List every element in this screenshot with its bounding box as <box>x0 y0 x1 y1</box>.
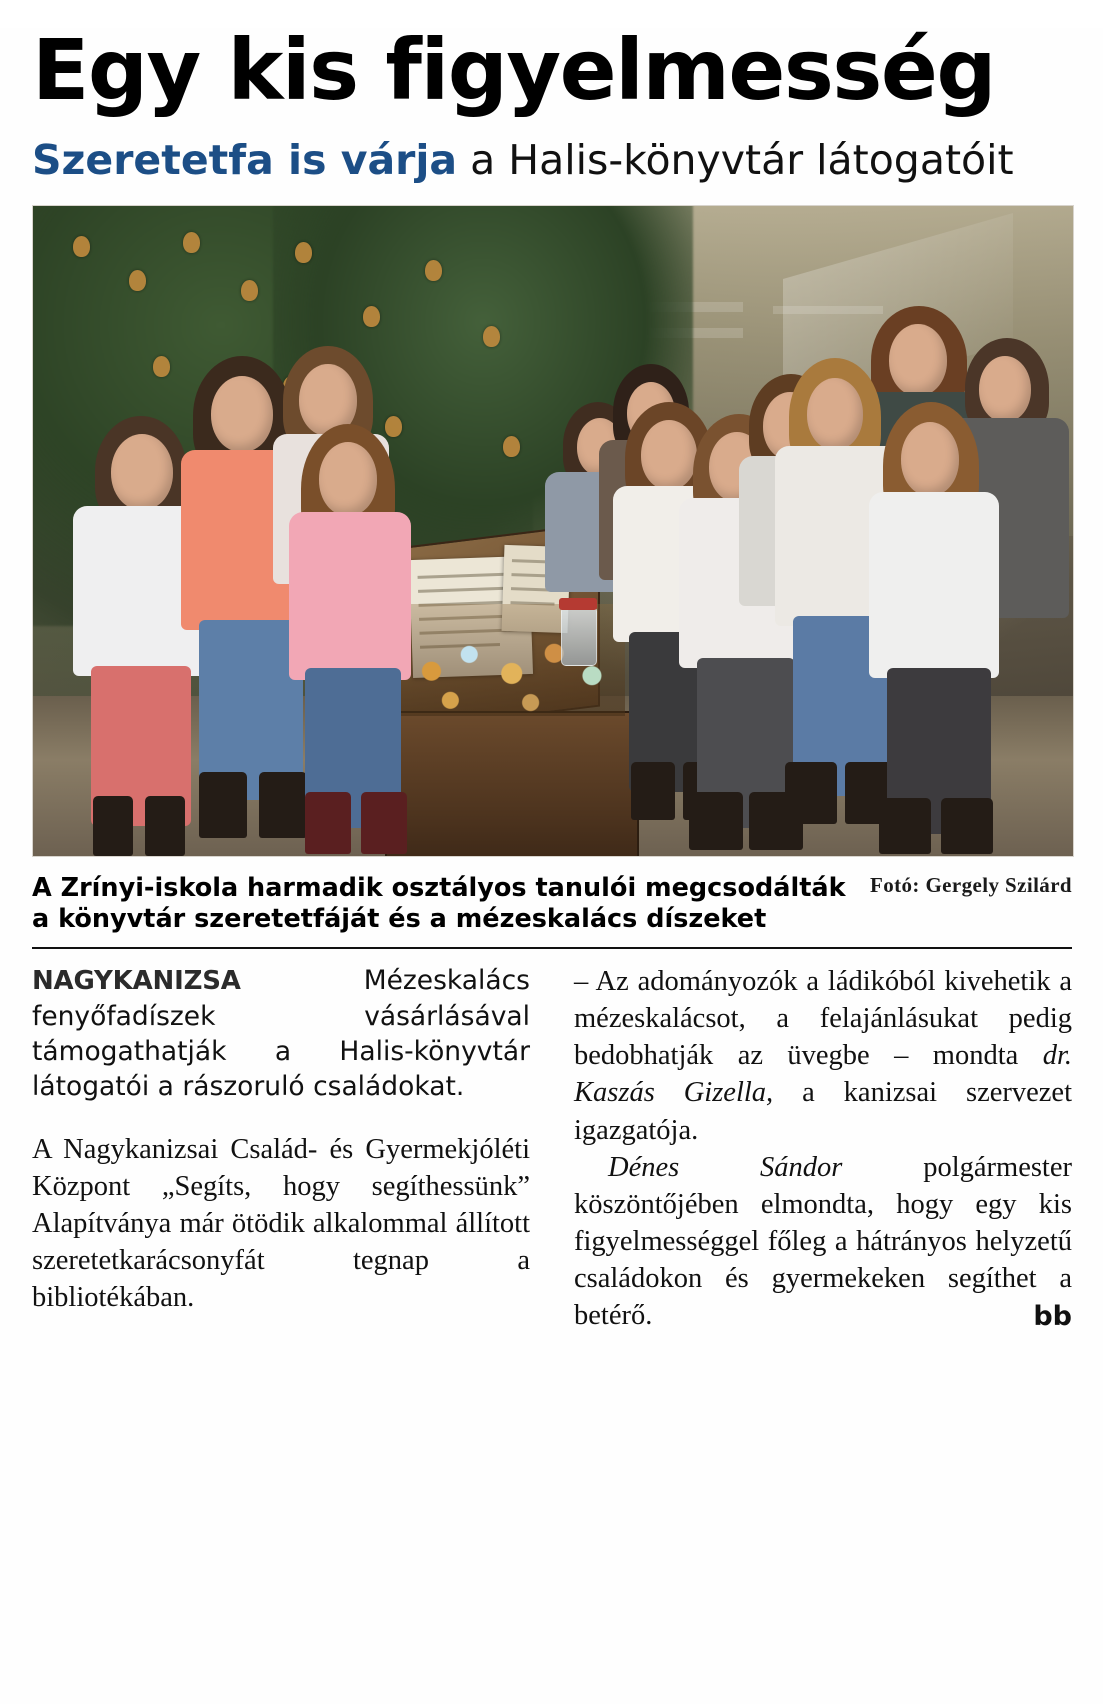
caption-text: A Zrínyi-iskola harmadik osztályos tanulói megcsodálták a könyvtár szeretetfáját és a mézeskalács díszeket <box>32 873 846 935</box>
article-body <box>32 963 1072 1334</box>
lead-paragraph <box>32 963 530 1104</box>
ornament-icon <box>129 270 146 291</box>
column-left <box>32 963 530 1334</box>
ornament-icon <box>153 356 170 377</box>
body-paragraph: A Nagykanizsai Család- és Gyermekjóléti Központ „Segíts, hogy segíthessünk” Alapítványa már ötödik alkalommal állított szeretetkarácsonyfát tegnap a bibliotékában. <box>32 1133 530 1313</box>
author-initials: bb <box>1033 1300 1072 1332</box>
lead-text: Mézeskalács fenyőfadíszek vásárlásával támogathatják a Halis-könyvtár látogatói a rászoruló családokat. <box>32 965 530 1103</box>
page-title: Egy kis figyelmesség <box>32 21 995 119</box>
quote-outro: a kanizsai szervezet igazgatója. <box>574 1077 1072 1146</box>
donation-jar <box>561 606 597 666</box>
donation-jar-lid <box>559 598 597 610</box>
newspaper-page <box>0 21 1103 1704</box>
subheadline-rest: a Halis-könyvtár látogatóit <box>457 136 1014 184</box>
body-paragraph <box>574 963 1072 1148</box>
ornament-icon <box>483 326 500 347</box>
photo-caption <box>32 873 1072 935</box>
photo-credit: Fotó: Gergely Szilárd <box>869 873 1072 898</box>
article-photo <box>32 205 1074 857</box>
photo-background <box>33 206 1073 856</box>
ornament-icon <box>73 236 90 257</box>
ornament-icon <box>363 306 380 327</box>
dateline: NAGYKANIZSA <box>32 966 241 997</box>
wooden-chest <box>385 711 639 857</box>
ornament-icon <box>295 242 312 263</box>
column-right <box>574 963 1072 1334</box>
bookshelf <box>773 306 883 314</box>
ornament-icon <box>241 280 258 301</box>
quote-intro: – Az adományozók a ládikóból kivehetik a mézeskalácsot, a felajánlásukat pedig bedobhatják az üvegbe – mondta <box>574 966 1072 1072</box>
ornament-icon <box>385 416 402 437</box>
ornament-icon <box>183 232 200 253</box>
subheadline-accent: Szeretetfa is várja <box>32 136 458 184</box>
subheadline <box>32 138 1075 183</box>
person-name: dr. Kaszás Gizella, <box>574 1040 1072 1109</box>
body-paragraph <box>574 1149 1072 1334</box>
ornament-icon <box>425 260 442 281</box>
body-text: polgármester köszöntőjében elmondta, hogy egy kis figyelmességgel főleg a hátrányos helyzetű családokon és gyermekeken segíthet a betérő. <box>574 1151 1072 1331</box>
ornament-icon <box>503 436 520 457</box>
divider <box>32 947 1072 949</box>
person-name: Dénes Sándor <box>608 1151 843 1183</box>
